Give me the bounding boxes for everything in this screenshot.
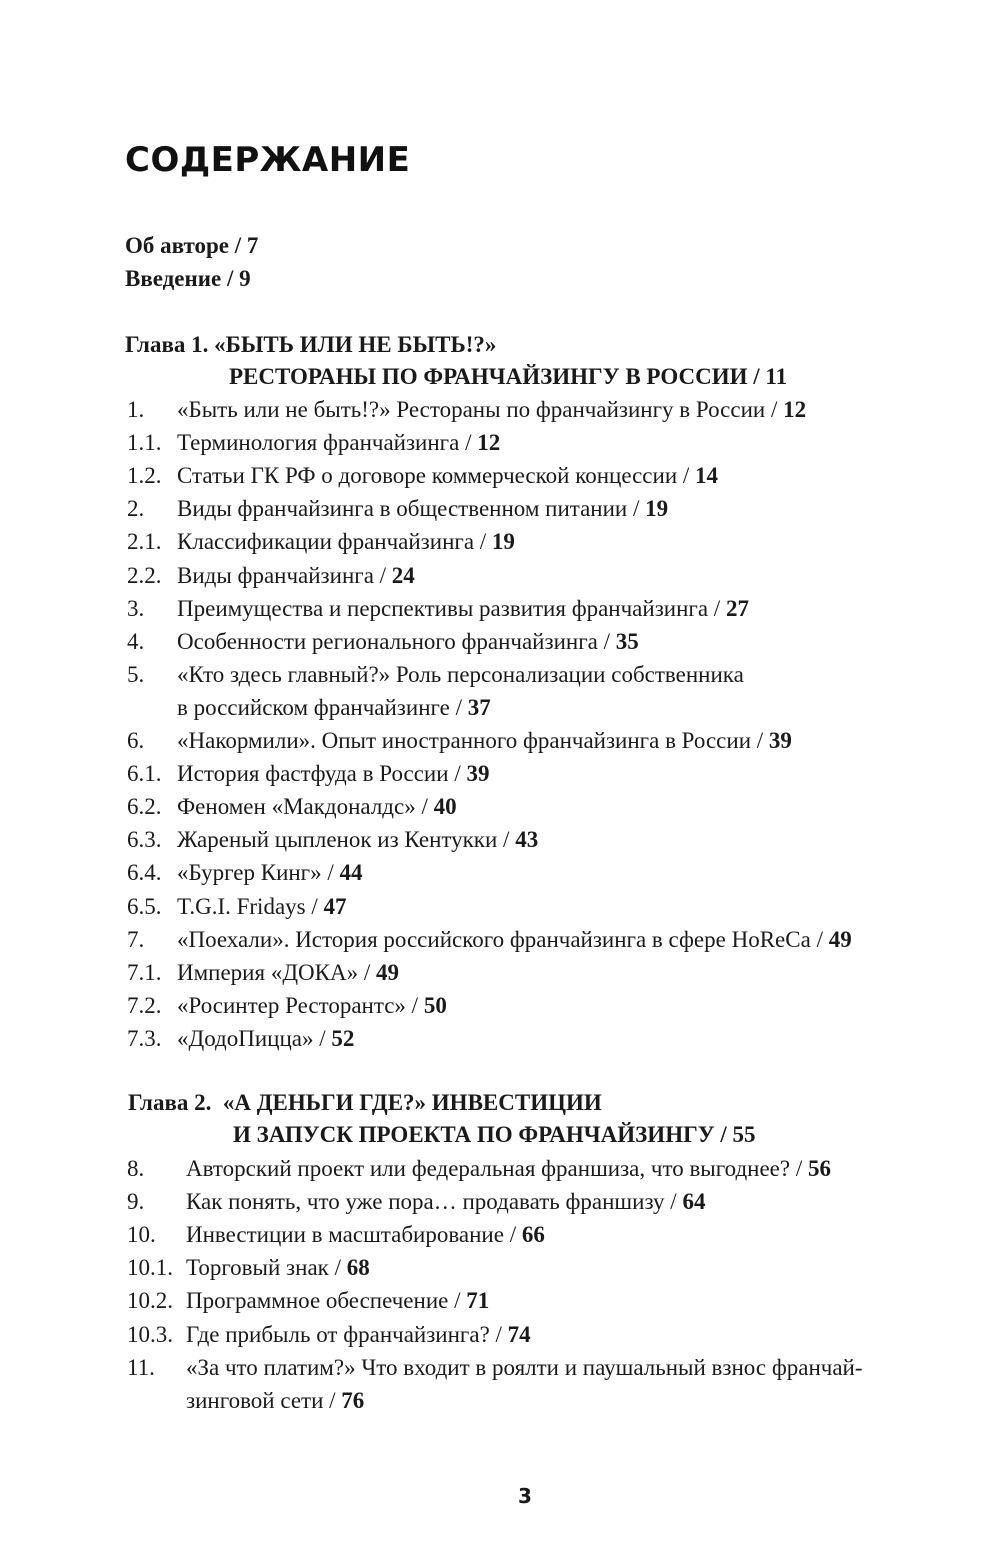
entry-page: 50 — [423, 992, 447, 1018]
entry-page: 44 — [339, 860, 363, 886]
toc-entry[interactable]: 10.2. Программное обеспечение / 71 — [127, 1288, 490, 1314]
toc-entry[interactable]: 7.1. Империя «ДОКА» / 49 — [127, 959, 399, 985]
entry-number: 2. — [127, 496, 145, 522]
entry-number: 2.2. — [127, 562, 162, 588]
entry-text: Преимущества и перспективы развития франчайзинга — [177, 595, 709, 621]
toc-entry[interactable]: 10.3. Где прибыль от франчайзинга? / 74 — [127, 1321, 531, 1347]
entry-page: 35 — [615, 628, 639, 654]
toc-entry[interactable]: 1. «Быть или не быть!?» Рестораны по франчайзингу в России / 12 — [127, 397, 807, 422]
toc-entry[interactable]: 6.5. T.G.I. Fridays / 47 — [127, 893, 347, 919]
toc-entry[interactable] — [127, 1354, 927, 1382]
entry-text: Авторский проект или федеральная франшиза, что выгоднее? — [186, 1156, 791, 1181]
entry-text: Об авторе — [125, 233, 229, 258]
chapter-label: Глава 1. — [125, 332, 209, 357]
entry-text: «Накормили». Опыт иностранного франчайзинга в России — [177, 728, 752, 753]
toc-entry[interactable]: 6.2. Феномен «Макдоналдс» / 40 — [127, 794, 457, 820]
entry-text: «ДодоПицца» — [177, 1025, 314, 1051]
entry-number: 7.3. — [127, 1025, 162, 1051]
entry-page: 19 — [491, 529, 515, 555]
entry-text: Введение — [125, 266, 222, 291]
toc-entry[interactable]: 6. «Накормили». Опыт иностранного франчайзинга в России / 39 — [127, 728, 792, 753]
toc-entry[interactable]: 7. «Поехали». История российского франчайзинга в сфере HoReCa / 49 — [127, 926, 852, 952]
entry-number: 5. — [127, 661, 145, 687]
entry-text: Терминология франчайзинга — [177, 430, 460, 456]
entry-page: 39 — [466, 761, 490, 787]
toc-entry[interactable]: 6.3. Жареный цыпленок из Кентукки / 43 — [127, 827, 539, 853]
entry-number: 4. — [127, 628, 145, 654]
chapter-title-line1: «БЫТЬ ИЛИ НЕ БЫТЬ!?» — [214, 332, 497, 357]
entry-text: «Росинтер Ресторантс» — [177, 992, 406, 1018]
entry-page: 76 — [341, 1387, 365, 1413]
chapter-label: Глава 2. — [128, 1090, 212, 1115]
toc-entry[interactable]: 6.4. «Бургер Кинг» / 44 — [127, 860, 363, 886]
entry-number: 7. — [127, 926, 145, 952]
chapter-title-line2: И ЗАПУСК ПРОЕКТА ПО ФРАНЧАЙЗИНГУ — [233, 1122, 715, 1147]
entry-number: 11. — [127, 1354, 155, 1380]
entry-number: 7.2. — [127, 992, 162, 1018]
chapter-2-heading-line2: И ЗАПУСК ПРОЕКТА ПО ФРАНЧАЙЗИНГУ / 55 — [233, 1122, 756, 1147]
entry-page: 14 — [695, 463, 719, 489]
entry-page: 12 — [477, 430, 501, 456]
entry-number: 3. — [127, 595, 145, 621]
entry-number: 10.3. — [127, 1321, 173, 1347]
entry-number: 10.1. — [127, 1255, 173, 1281]
entry-page: 71 — [466, 1288, 490, 1314]
chapter-title-line1: «А ДЕНЬГИ ГДЕ?» ИНВЕСТИЦИИ — [222, 1090, 602, 1115]
entry-page: 9 — [239, 266, 251, 291]
entry-number: 2.1. — [127, 529, 162, 555]
entry-number: 1. — [127, 397, 145, 422]
entry-page: 27 — [725, 595, 749, 621]
entry-text: «Бургер Кинг» — [177, 860, 322, 886]
toc-entry[interactable]: 7.2. «Росинтер Ресторантс» / 50 — [127, 992, 447, 1018]
entry-text: Виды франчайзинга в общественном питании — [177, 496, 628, 522]
entry-number: 9. — [127, 1189, 145, 1215]
toc-entry-continuation: в российском франчайзинге / 37 — [177, 694, 491, 720]
entry-text: Особенности регионального франчайзинга — [177, 628, 598, 654]
entry-text: Торговый знак — [186, 1255, 329, 1281]
entry-text: T.G.I. Fridays — [177, 893, 306, 919]
entry-page: 52 — [331, 1025, 355, 1051]
toc-entry[interactable]: 2. Виды франчайзинга в общественном питании / 19 — [127, 496, 669, 522]
toc-entry[interactable] — [127, 661, 927, 689]
toc-entry-introduction[interactable]: Введение / 9 — [125, 266, 251, 291]
entry-page: 74 — [507, 1321, 531, 1347]
entry-text: Феномен «Макдоналдс» — [177, 794, 416, 820]
page-number: 3 — [518, 1484, 532, 1508]
toc-entry[interactable]: 3. Преимущества и перспективы развития франчайзинга / 27 — [127, 595, 749, 621]
chapter-1-heading-line2: РЕСТОРАНЫ ПО ФРАНЧАЙЗИНГУ В РОССИИ / 11 — [229, 364, 788, 389]
entry-number: 6.5. — [127, 893, 162, 919]
entry-page: 49 — [828, 926, 852, 952]
entry-text: «Кто здесь главный?» Роль персонализации собственника — [177, 661, 744, 687]
entry-page: 7 — [246, 233, 259, 258]
toc-entry[interactable]: 4. Особенности регионального франчайзинга / 35 — [127, 628, 639, 654]
entry-number: 1.1. — [127, 430, 162, 456]
toc-entry[interactable]: 1.2. Статьи ГК РФ о договоре коммерческой концессии / 14 — [127, 463, 719, 489]
entry-number: 6.4. — [127, 860, 162, 886]
toc-entry[interactable]: 7.3. «ДодоПицца» / 52 — [127, 1025, 355, 1051]
toc-entry[interactable]: 2.1. Классификации франчайзинга / 19 — [127, 529, 515, 555]
chapter-page: 11 — [765, 364, 788, 389]
entry-page: 12 — [783, 397, 807, 422]
entry-number: 7.1. — [127, 959, 162, 985]
entry-text: Как понять, что уже пора… продавать франшизу — [186, 1189, 665, 1215]
entry-text: Виды франчайзинга — [177, 562, 374, 588]
entry-text: Статьи ГК РФ о договоре коммерческой концессии — [177, 463, 678, 489]
entry-text-continued: зинговой сети — [186, 1387, 324, 1413]
entry-number: 6.3. — [127, 827, 162, 853]
toc-entry[interactable]: 2.2. Виды франчайзинга / 24 — [127, 562, 415, 588]
entry-text: «Поехали». История российского франчайзинга в сфере HoReCa — [177, 926, 811, 952]
entry-text-continued: в российском франчайзинге — [177, 694, 450, 720]
toc-entry[interactable]: 10. Инвестиции в масштабирование / 66 — [127, 1222, 545, 1248]
entry-text: Инвестиции в масштабирование — [186, 1222, 504, 1248]
toc-entry-about-author[interactable]: Об авторе / 7 — [125, 233, 259, 258]
entry-page: 37 — [467, 694, 491, 720]
entry-page: 56 — [808, 1156, 831, 1181]
entry-page: 24 — [391, 562, 415, 588]
entry-number: 1.2. — [127, 463, 162, 489]
chapter-1-heading[interactable] — [125, 331, 496, 359]
entry-text: Империя «ДОКА» — [177, 959, 359, 985]
entry-page: 47 — [323, 893, 347, 919]
page-title: СОДЕРЖАНИЕ — [125, 140, 411, 180]
entry-number: 8. — [127, 1156, 145, 1181]
entry-page: 64 — [682, 1189, 706, 1215]
toc-entry[interactable]: 6.1. История фастфуда в России / 39 — [127, 761, 490, 787]
entry-number: 6. — [127, 728, 145, 753]
toc-entry[interactable]: 8. Авторский проект или федеральная франшиза, что выгоднее? / 56 — [127, 1156, 831, 1181]
entry-page: 39 — [768, 728, 792, 753]
entry-text: «За что платим?» Что входит в роялти и паушальный взнос франчай- — [186, 1354, 863, 1380]
entry-text: Программное обеспечение — [186, 1288, 449, 1314]
entry-page: 66 — [521, 1222, 545, 1248]
toc-entry[interactable]: 10.1. Торговый знак / 68 — [127, 1255, 370, 1281]
entry-page: 19 — [645, 496, 669, 522]
entry-page: 68 — [346, 1255, 370, 1281]
entry-text: Где прибыль от франчайзинга? — [186, 1321, 490, 1347]
entry-number: 6.1. — [127, 761, 162, 787]
chapter-title-line2: РЕСТОРАНЫ ПО ФРАНЧАЙЗИНГУ В РОССИИ — [229, 364, 748, 389]
toc-entry[interactable]: 9. Как понять, что уже пора… продавать франшизу / 64 — [127, 1189, 706, 1215]
entry-number: 6.2. — [127, 794, 162, 820]
entry-text: Классификации франчайзинга — [177, 529, 475, 555]
entry-page: 43 — [515, 827, 539, 853]
entry-text: Жареный цыпленок из Кентукки — [177, 827, 498, 853]
entry-page: 40 — [433, 794, 457, 820]
toc-entry[interactable]: 1.1. Терминология франчайзинга / 12 — [127, 430, 501, 456]
entry-text: «Быть или не быть!?» Рестораны по франчайзингу в России — [177, 397, 766, 422]
entry-page: 49 — [375, 959, 399, 985]
toc-entry-continuation: зинговой сети / 76 — [186, 1387, 365, 1413]
entry-text: История фастфуда в России — [177, 761, 449, 787]
entry-number: 10. — [127, 1222, 156, 1248]
chapter-2-heading[interactable] — [128, 1089, 602, 1117]
entry-number: 10.2. — [127, 1288, 173, 1314]
chapter-page: 55 — [732, 1122, 756, 1147]
